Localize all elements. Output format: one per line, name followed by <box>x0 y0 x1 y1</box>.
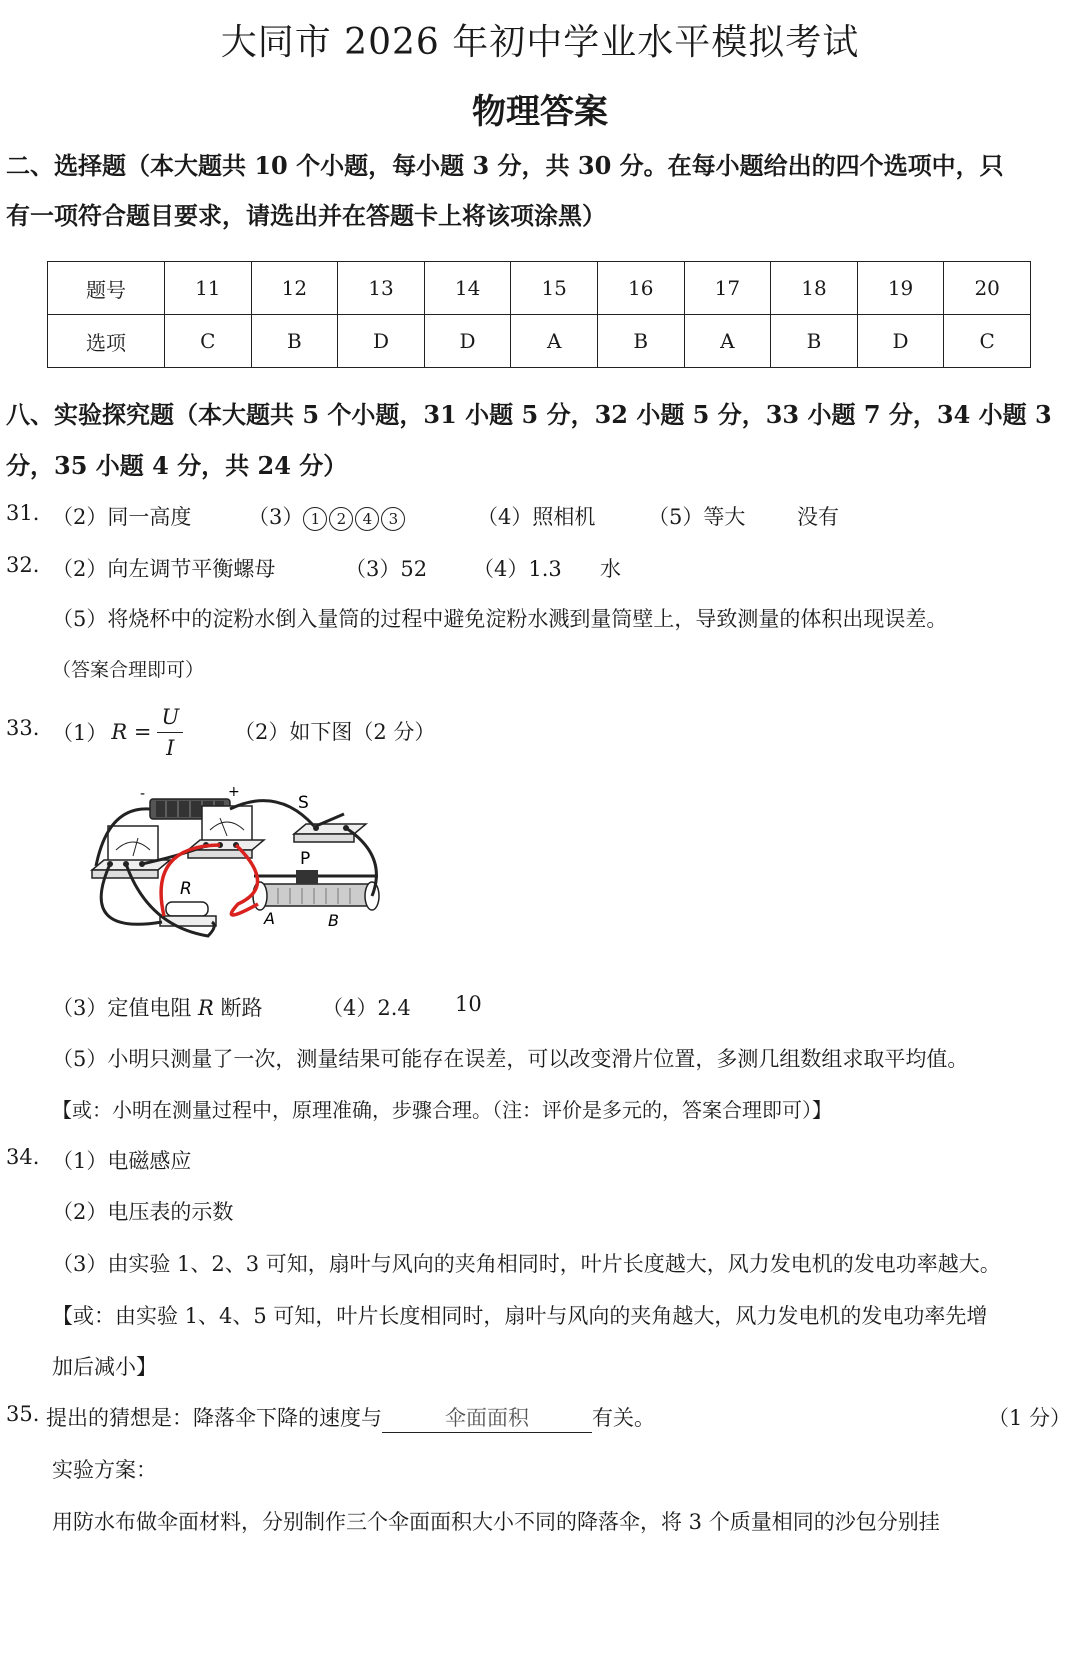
question-number: 16 <box>597 262 684 315</box>
circled-number: 3 <box>381 507 405 531</box>
q33-answer3-var: R <box>198 996 214 1020</box>
question-number: 14 <box>424 262 511 315</box>
row-label-answer: 选项 <box>48 315 165 368</box>
answer-cell: B <box>251 315 338 368</box>
question-number: 13 <box>338 262 425 315</box>
q32-number: 32. <box>6 553 40 577</box>
q33-answer3-pre: （3）定值电阻 <box>52 996 199 1020</box>
q33-answer1-label: （1） <box>52 721 108 745</box>
q35-plan-line1: 用防水布做伞面材料，分别制作三个伞面面积大小不同的降落伞，将 3 个质量相同的沙包分别挂 <box>52 1510 940 1534</box>
q32-answer4b: 水 <box>600 557 621 581</box>
table-row-answers <box>48 315 1031 368</box>
circled-number: 2 <box>329 507 353 531</box>
battery-plus-label: + <box>228 784 240 800</box>
answer-cell: D <box>338 315 425 368</box>
circuit-diagram <box>88 776 408 991</box>
question-number: 19 <box>857 262 944 315</box>
q35-guess-blank: 伞面面积 <box>382 1402 592 1433</box>
answer-cell: A <box>511 315 598 368</box>
question-number: 17 <box>684 262 771 315</box>
q33-answer3 <box>52 992 263 1022</box>
q34-alt-line2: 加后减小】 <box>52 1355 157 1379</box>
row-label-number: 题号 <box>48 262 165 315</box>
answer-cell: B <box>597 315 684 368</box>
question-number: 11 <box>165 262 252 315</box>
q35-plan-label: 实验方案： <box>52 1458 157 1482</box>
q32-note: （答案合理即可） <box>52 659 205 681</box>
q32-answer5: （5）将烧杯中的淀粉水倒入量筒的过程中避免淀粉水溅到量筒壁上，导致测量的体积出现误差。 <box>52 607 948 631</box>
answer-table <box>47 261 1031 368</box>
q32-answer3: （3）52 <box>345 557 428 581</box>
section8-heading-line2: 分，35 小题 4 分，共 24 分） <box>6 451 348 480</box>
q33-alt: 【或：小明在测量过程中，原理准确，步骤合理。（注：评价是多元的，答案合理即可）】 <box>52 1098 832 1122</box>
q31-answer3 <box>248 501 407 531</box>
q33-answer1 <box>52 697 183 767</box>
question-number: 18 <box>771 262 858 315</box>
table-row-numbers <box>48 262 1031 315</box>
end-b-label: B <box>328 911 339 930</box>
rheostat <box>253 870 379 910</box>
q33-answer4b: 10 <box>455 992 482 1016</box>
section2-heading-line2: 有一项符合题目要求，请选出并在答题卡上将该项涂黑） <box>6 201 606 230</box>
answer-cell: A <box>684 315 771 368</box>
switch-label: S <box>298 793 309 813</box>
q35-guess-post: 有关。 <box>592 1406 655 1430</box>
formula-denominator: I <box>166 735 175 760</box>
q31-answer5: （5）等大 <box>648 505 746 529</box>
section2-heading-line1: 二、选择题（本大题共 10 个小题，每小题 3 分，共 30 分。在每小题给出的四个选项中，只 <box>6 151 1004 180</box>
q35-score: （1 分） <box>988 1406 1072 1430</box>
formula-fraction <box>157 702 183 763</box>
resistor-label: R <box>180 879 192 899</box>
q33-answer3-post: 断路 <box>213 996 263 1020</box>
slider-label: P <box>300 849 311 869</box>
voltmeter <box>92 826 170 878</box>
question-number: 15 <box>511 262 598 315</box>
answer-title: 物理答案 <box>472 92 608 132</box>
q35-number: 35. <box>6 1402 40 1426</box>
exam-title: 大同市 2026 年初中学业水平模拟考试 <box>220 22 860 63</box>
q31-number: 31. <box>6 501 40 525</box>
formula-lhs: R = <box>111 720 152 744</box>
q31-answer4: （4）照相机 <box>477 505 596 529</box>
q32-answer4: （4）1.3 <box>473 557 562 581</box>
section8-heading-line1: 八、实验探究题（本大题共 5 个小题，31 小题 5 分，32 小题 5 分，33 小题 7 分，34 小题 3 <box>6 400 1052 429</box>
q33-answer5: （5）小明只测量了一次，测量结果可能存在误差，可以改变滑片位置，多测几组数组求取平均值。 <box>52 1047 969 1071</box>
answer-cell: C <box>944 315 1031 368</box>
q34-answer3: （3）由实验 1、2、3 可知，扇叶与风向的夹角相同时，叶片长度越大，风力发电机的发电功率越大。 <box>52 1252 1001 1276</box>
q35-guess <box>46 1402 655 1433</box>
answer-cell: D <box>424 315 511 368</box>
answer-cell: B <box>771 315 858 368</box>
q33-number: 33. <box>6 716 40 740</box>
formula-numerator: U <box>157 702 183 733</box>
circled-number: 4 <box>355 507 379 531</box>
circled-number: 1 <box>303 507 327 531</box>
q34-answer2: （2）电压表的示数 <box>52 1200 234 1224</box>
q31-answer2: （2）同一高度 <box>52 505 192 529</box>
battery-minus-label: - <box>140 786 146 802</box>
q33-answer4: （4）2.4 <box>322 996 411 1020</box>
q34-alt-line1: 【或：由实验 1、4、5 可知，叶片长度相同时，扇叶与风向的夹角越大，风力发电机的发电功率先增 <box>52 1304 988 1328</box>
question-number: 20 <box>944 262 1031 315</box>
q35-guess-pre: 提出的猜想是：降落伞下降的速度与 <box>46 1406 382 1430</box>
question-number: 12 <box>251 262 338 315</box>
q31-answer3-label: （3） <box>248 505 304 529</box>
answer-cell: D <box>857 315 944 368</box>
end-a-label: A <box>264 909 275 928</box>
q32-answer2: （2）向左调节平衡螺母 <box>52 557 276 581</box>
q34-number: 34. <box>6 1145 40 1169</box>
q31-answer5b: 没有 <box>797 505 839 529</box>
answer-cell: C <box>165 315 252 368</box>
q34-answer1: （1）电磁感应 <box>52 1149 192 1173</box>
q33-answer2: （2）如下图（2 分） <box>234 720 436 744</box>
